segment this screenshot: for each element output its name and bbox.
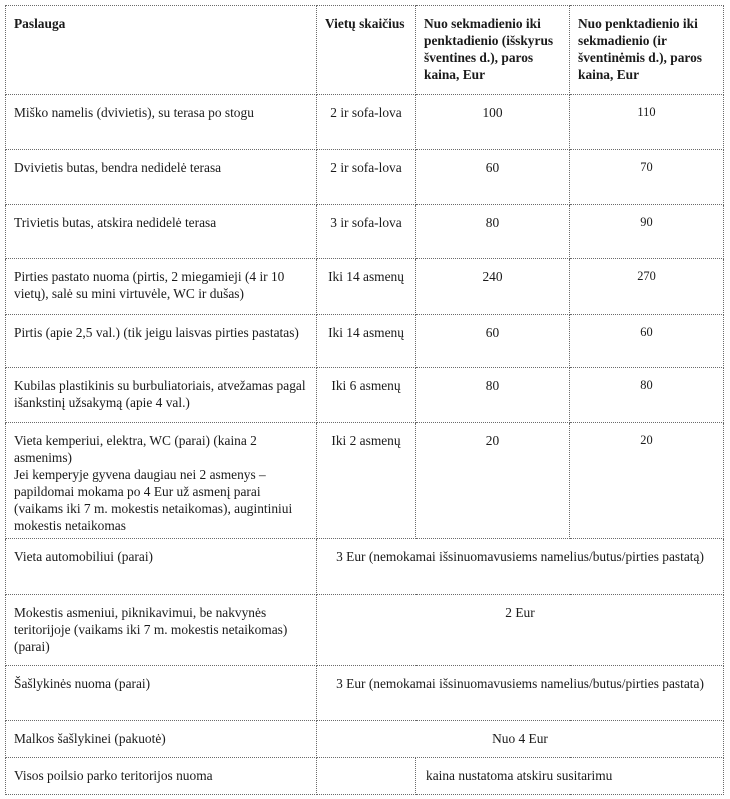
weekday-price-cell: 80 xyxy=(416,368,570,423)
table-row xyxy=(6,666,724,721)
weekday-price-cell: 60 xyxy=(416,315,570,368)
table-row xyxy=(6,95,724,150)
weekday-price-cell: 20 xyxy=(416,423,570,539)
price-table xyxy=(5,5,724,795)
service-cell: Dvivietis butas, bendra nedidelė terasa xyxy=(6,150,317,205)
weekday-price-cell: 240 xyxy=(416,259,570,315)
price-span-cell: 2 Eur xyxy=(317,595,724,666)
service-cell: Visos poilsio parko teritorijos nuoma xyxy=(6,758,317,795)
table-row xyxy=(6,205,724,259)
table-row xyxy=(6,721,724,758)
places-cell: Iki 14 asmenų xyxy=(317,259,416,315)
service-cell: Pirties pastato nuoma (pirtis, 2 miegamieji (4 ir 10 vietų), salė su mini virtuvėle, WC ir dušas) xyxy=(6,259,317,315)
header-weekend-price: Nuo penktadienio iki sekmadienio (ir šventinėmis d.), paros kaina, Eur xyxy=(570,6,724,95)
weekday-price-cell: 60 xyxy=(416,150,570,205)
service-cell: Trivietis butas, atskira nedidelė terasa xyxy=(6,205,317,259)
price-span-cell: Nuo 4 Eur xyxy=(317,721,724,758)
service-cell: Kubilas plastikinis su burbuliatoriais, atvežamas pagal išankstinį užsakymą (apie 4 val.) xyxy=(6,368,317,423)
places-cell: Iki 6 asmenų xyxy=(317,368,416,423)
table-row xyxy=(6,539,724,595)
header-places: Vietų skaičius xyxy=(317,6,416,95)
places-cell: 3 ir sofa-lova xyxy=(317,205,416,259)
service-cell: Mokestis asmeniui, piknikavimui, be nakvynės teritorijoje (vaikams iki 7 m. mokestis netaikomas) (parai) xyxy=(6,595,317,666)
table-row xyxy=(6,423,724,539)
weekend-price-cell: 270 xyxy=(570,259,724,315)
weekend-price-cell: 60 xyxy=(570,315,724,368)
weekend-price-cell: 80 xyxy=(570,368,724,423)
weekend-price-cell: 20 xyxy=(570,423,724,539)
service-cell xyxy=(6,423,317,539)
service-cell: Pirtis (apie 2,5 val.) (tik jeigu laisvas pirties pastatas) xyxy=(6,315,317,368)
places-cell: 2 ir sofa-lova xyxy=(317,150,416,205)
weekday-price-cell: 100 xyxy=(416,95,570,150)
service-text: Vieta kemperiui, elektra, WC (parai) (kaina 2 asmenims) xyxy=(14,433,257,465)
price-span-cell: kaina nustatoma atskiru susitarimu xyxy=(416,758,724,795)
weekday-price-cell: 80 xyxy=(416,205,570,259)
service-cell: Miško namelis (dvivietis), su terasa po stogu xyxy=(6,95,317,150)
table-row xyxy=(6,315,724,368)
weekend-price-cell: 70 xyxy=(570,150,724,205)
table-row xyxy=(6,150,724,205)
service-cell: Malkos šašlykinei (pakuotė) xyxy=(6,721,317,758)
header-weekday-price: Nuo sekmadienio iki penktadienio (išskyrus šventines d.), paros kaina, Eur xyxy=(416,6,570,95)
table-row xyxy=(6,259,724,315)
weekend-price-cell: 90 xyxy=(570,205,724,259)
table-row xyxy=(6,758,724,795)
price-span-cell: 3 Eur (nemokamai išsinuomavusiems namelius/butus/pirties pastatą) xyxy=(317,539,724,595)
weekend-price-cell: 110 xyxy=(570,95,724,150)
header-service: Paslauga xyxy=(6,6,317,95)
price-span-cell: 3 Eur (nemokamai išsinuomavusiems namelius/butus/pirties pastata) xyxy=(317,666,724,721)
table-header-row xyxy=(6,6,724,95)
empty-cell xyxy=(317,758,416,795)
places-cell: Iki 2 asmenų xyxy=(317,423,416,539)
places-cell: Iki 14 asmenų xyxy=(317,315,416,368)
table-row xyxy=(6,368,724,423)
service-note: Jei kemperyje gyvena daugiau nei 2 asmenys – papildomai mokama po 4 Eur už asmenį parai (vaikams iki 7 m. mokestis netaikomas), augintiniui mokestis netaikomas xyxy=(14,467,293,533)
table-row xyxy=(6,595,724,666)
service-cell: Šašlykinės nuoma (parai) xyxy=(6,666,317,721)
service-cell: Vieta automobiliui (parai) xyxy=(6,539,317,595)
places-cell: 2 ir sofa-lova xyxy=(317,95,416,150)
